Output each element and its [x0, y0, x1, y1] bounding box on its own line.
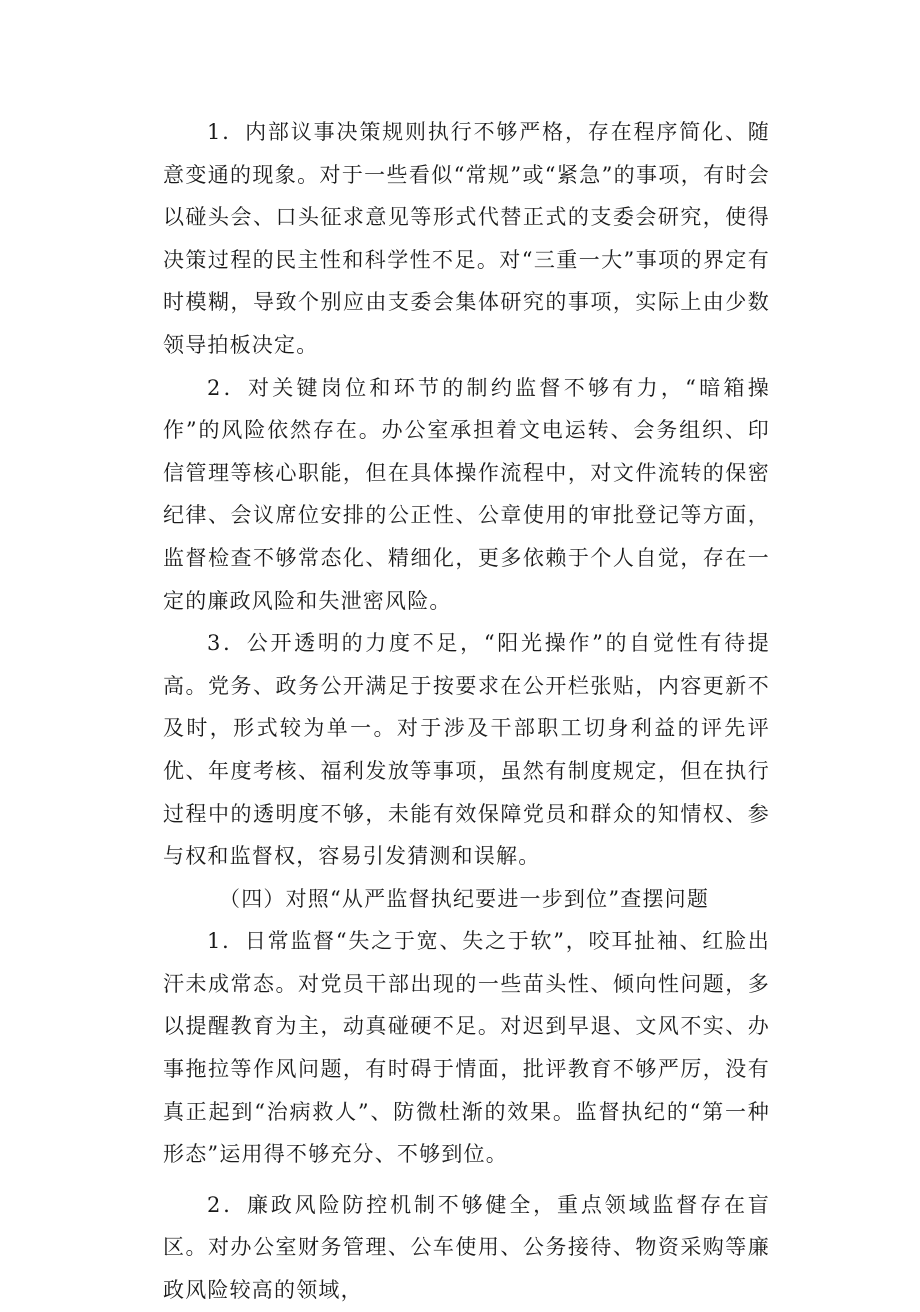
paragraph-transparency: 3．公开透明的力度不足，“阳光操作”的自觉性有待提高。党务、政务公开满足于按要求在公开栏张贴，内容更新不及时，形式较为单一。对于涉及干部职工切身利益的评先评优、年度考核、福利发放等事项，虽然有制度规定，但在执行过程中的透明度不够，未能有效保障党员和群众的知情权、参与权和监督权，容易引发猜测和误解。 — [163, 631, 770, 869]
paragraph-decision-rules: 1．内部议事决策规则执行不够严格，存在程序简化、随意变通的现象。对于一些看似“常规”或“紧急”的事项，有时会以碰头会、口头征求意见等形式代替正式的支委会研究，使得决策过程的民主性和科学性不足。对“三重一大”事项的界定有时模糊，导致个别应由支委会集体研究的事项，实际上由少数领导拍板决定。 — [163, 120, 770, 357]
paragraph-key-posts-supervision: 2．对关键岗位和环节的制约监督不够有力，“暗箱操作”的风险依然存在。办公室承担着文电运转、会务组织、印信管理等核心职能，但在具体操作流程中，对文件流转的保密纪律、会议席位安排的公正性、公章使用的审批登记等方面，监督检查不够常态化、精细化，更多依赖于个人自觉，存在一定的廉政风险和失泄密风险。 — [163, 375, 770, 613]
paragraph-risk-control: 2．廉政风险防控机制不够健全，重点领域监督存在盲区。对办公室财务管理、公车使用、公务接待、物资采购等廉政风险较高的领域， — [163, 1192, 770, 1303]
section-heading-four: （四）对照“从严监督执纪要进一步到位”查摆问题 — [219, 886, 710, 911]
paragraph-daily-supervision: 1．日常监督“失之于宽、失之于软”，咬耳扯袖、红脸出汗未成常态。对党员干部出现的一些苗头性、倾向性问题，多以提醒教育为主，动真碰硬不足。对迟到早退、文风不实、办事拖拉等作风问题，有时碍于情面，批评教育不够严厉，没有真正起到“治病救人”、防微杜渐的效果。监督执纪的“第一种形态”运用得不够充分、不够到位。 — [163, 929, 770, 1167]
